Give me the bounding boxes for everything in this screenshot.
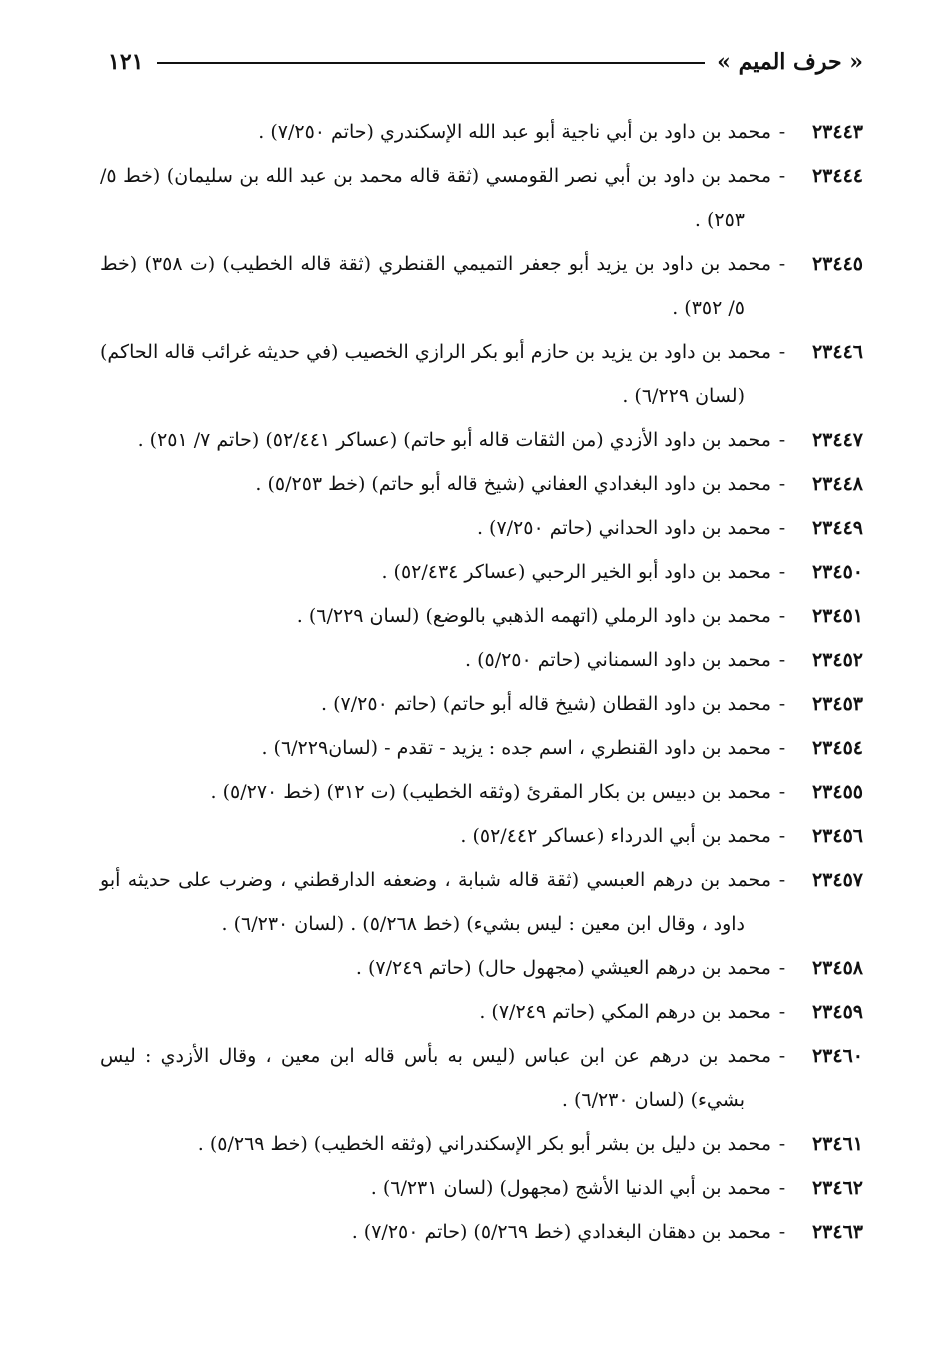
entry-dash: - bbox=[778, 561, 786, 583]
entry-dash: - bbox=[778, 649, 786, 671]
entry-text: محمد بن داود بن يزيد بن حازم أبو بكر الرازي الخصيب (في حديثه غرائب قاله الحاكم) (لسان ٦/٢٢٩) . bbox=[100, 341, 771, 407]
chapter-title: « حرف الميم » bbox=[717, 49, 863, 75]
entry-text: محمد بن داود السمناني (حاتم ٥/٢٥٠) . bbox=[465, 649, 771, 671]
entry-text: محمد بن درهم المكي (حاتم ٧/٢٤٩) . bbox=[479, 1001, 771, 1023]
entry-number: ٢٣٤٥٠ bbox=[811, 561, 863, 583]
entry-text: محمد بن داود الحداني (حاتم ٧/٢٥٠) . bbox=[476, 517, 771, 539]
list-item bbox=[100, 726, 863, 770]
entry-dash: - bbox=[778, 165, 786, 187]
entry-number: ٢٣٤٤٥ bbox=[811, 253, 863, 275]
list-item bbox=[100, 1034, 863, 1122]
list-item bbox=[100, 858, 863, 946]
entry-number: ٢٣٤٦٠ bbox=[811, 1045, 863, 1067]
entry-number: ٢٣٤٥٤ bbox=[811, 737, 863, 759]
list-item bbox=[100, 330, 863, 418]
entry-dash: - bbox=[778, 1177, 786, 1199]
entry-text: محمد بن داود الأزدي (من الثقات قاله أبو حاتم) (عساكر ٥٢/٤٤١) (حاتم ٧/ ٢٥١) . bbox=[137, 429, 771, 451]
page-header bbox=[108, 44, 863, 80]
list-item bbox=[100, 990, 863, 1034]
page-number: ١٢١ bbox=[108, 49, 144, 75]
entry-dash: - bbox=[778, 121, 786, 143]
entry-dash: - bbox=[778, 957, 786, 979]
entry-text: محمد بن داود البغدادي العفاني (شيخ قاله أبو حاتم) (خط ٥/٢٥٣) . bbox=[255, 473, 771, 495]
list-item bbox=[100, 638, 863, 682]
entry-text: محمد بن داود بن يزيد أبو جعفر التميمي القنطري (ثقة قاله الخطيب) (ت ٣٥٨) (خط ٥/ ٣٥٢) . bbox=[100, 253, 771, 319]
entry-number: ٢٣٤٥١ bbox=[811, 605, 863, 627]
list-item bbox=[100, 814, 863, 858]
list-item bbox=[100, 946, 863, 990]
entry-dash: - bbox=[778, 1221, 786, 1243]
list-item bbox=[100, 242, 863, 330]
entry-text: محمد بن أبي الدرداء (عساكر ٥٢/٤٤٢) . bbox=[460, 825, 771, 847]
entry-text: محمد بن دهقان البغدادي (خط ٥/٢٦٩) (حاتم ٧/٢٥٠) . bbox=[351, 1221, 771, 1243]
list-item bbox=[100, 110, 863, 154]
entry-number: ٢٣٤٤٧ bbox=[811, 429, 863, 451]
entry-dash: - bbox=[778, 517, 786, 539]
list-item bbox=[100, 1166, 863, 1210]
entry-dash: - bbox=[778, 781, 786, 803]
entry-text: محمد بن درهم العيشي (مجهول حال) (حاتم ٧/٢٤٩) . bbox=[355, 957, 771, 979]
entry-text: محمد بن داود بن أبي نصر القومسي (ثقة قاله محمد بن عبد الله بن سليمان) (خط ٥/ ٢٥٣) . bbox=[100, 165, 771, 231]
list-item bbox=[100, 506, 863, 550]
entry-number: ٢٣٤٤٣ bbox=[811, 121, 863, 143]
entry-text: محمد بن داود بن أبي ناجية أبو عبد الله الإسكندري (حاتم ٧/٢٥٠) . bbox=[258, 121, 771, 143]
entry-text: محمد بن داود أبو الخير الرحبي (عساكر ٥٢/٤٣٤) . bbox=[381, 561, 771, 583]
entry-text: محمد بن أبي الدنيا الأشج (مجهول) (لسان ٦/٢٣١) . bbox=[370, 1177, 771, 1199]
entry-text: محمد بن درهم عن ابن عباس (ليس به بأس قاله ابن معين ، وقال الأزدي : ليس بشيء) (لسان ٦/٢٣٠) . bbox=[100, 1045, 771, 1111]
entry-dash: - bbox=[778, 1133, 786, 1155]
entry-text: محمد بن داود الرملي (اتهمه الذهبي بالوضع) (لسان ٦/٢٢٩) . bbox=[296, 605, 771, 627]
entry-dash: - bbox=[778, 1045, 786, 1067]
header-rule bbox=[157, 62, 705, 64]
entry-text: محمد بن دبيس بن بكار المقرئ (وثقه الخطيب) (ت ٣١٢) (خط ٥/٢٧٠) . bbox=[210, 781, 771, 803]
entry-dash: - bbox=[778, 473, 786, 495]
entry-number: ٢٣٤٥٧ bbox=[811, 869, 863, 891]
entry-number: ٢٣٤٥٨ bbox=[811, 957, 863, 979]
list-item bbox=[100, 1122, 863, 1166]
entry-text: محمد بن دليل بن بشر أبو بكر الإسكندراني (وثقه الخطيب) (خط ٥/٢٦٩) . bbox=[197, 1133, 771, 1155]
list-item bbox=[100, 1210, 863, 1254]
entry-number: ٢٣٤٦١ bbox=[811, 1133, 863, 1155]
entry-number: ٢٣٤٤٤ bbox=[811, 165, 863, 187]
list-item bbox=[100, 550, 863, 594]
entry-number: ٢٣٤٦٣ bbox=[811, 1221, 863, 1243]
entry-number: ٢٣٤٥٦ bbox=[811, 825, 863, 847]
list-item bbox=[100, 682, 863, 726]
entry-number: ٢٣٤٤٩ bbox=[811, 517, 863, 539]
entry-list bbox=[100, 110, 863, 1254]
entry-dash: - bbox=[778, 1001, 786, 1023]
entry-dash: - bbox=[778, 341, 786, 363]
entry-text: محمد بن داود القطان (شيخ قاله أبو حاتم) (حاتم ٧/٢٥٠) . bbox=[321, 693, 771, 715]
entry-number: ٢٣٤٦٢ bbox=[811, 1177, 863, 1199]
entry-dash: - bbox=[778, 253, 786, 275]
entry-number: ٢٣٤٥٥ bbox=[811, 781, 863, 803]
entry-number: ٢٣٤٥٣ bbox=[811, 693, 863, 715]
list-item bbox=[100, 462, 863, 506]
entry-text: محمد بن درهم العبسي (ثقة قاله شبابة ، وضعفه الدارقطني ، وضرب على حديثه أبو داود ، وقال ابن معين : ليس بشيء) (خط ٥/٢٦٨) . (لسان ٦/٢٣٠) . bbox=[100, 869, 771, 935]
list-item bbox=[100, 594, 863, 638]
entry-number: ٢٣٤٥٢ bbox=[811, 649, 863, 671]
entry-dash: - bbox=[778, 869, 786, 891]
entry-dash: - bbox=[778, 825, 786, 847]
list-item bbox=[100, 154, 863, 242]
list-item bbox=[100, 418, 863, 462]
entry-dash: - bbox=[778, 693, 786, 715]
entry-number: ٢٣٤٤٨ bbox=[811, 473, 863, 495]
entry-number: ٢٣٤٥٩ bbox=[811, 1001, 863, 1023]
list-item bbox=[100, 770, 863, 814]
entry-number: ٢٣٤٤٦ bbox=[811, 341, 863, 363]
entry-dash: - bbox=[778, 605, 786, 627]
entry-text: محمد بن داود القنطري ، اسم جده : يزيد - تقدم - (لسان٦/٢٢٩) . bbox=[261, 737, 771, 759]
entry-dash: - bbox=[778, 737, 786, 759]
entry-dash: - bbox=[778, 429, 786, 451]
